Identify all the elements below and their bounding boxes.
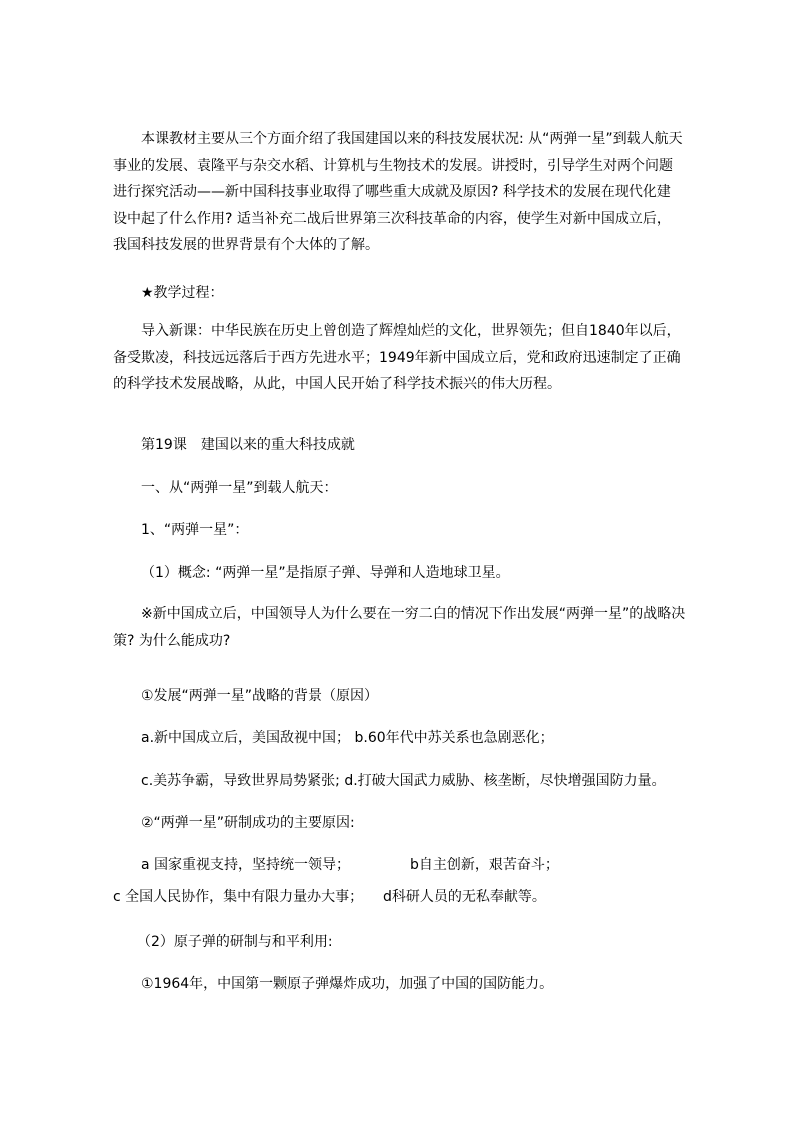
heading-item-1: 1、“两弹一星”： bbox=[141, 522, 249, 538]
text-line: 本课教材主要从三个方面介绍了我国建国以来的科技发展状况: 从“两弹一星”到载人航天 bbox=[141, 131, 683, 147]
success-line-a: a 国家重视支持，坚持统一领导； bbox=[141, 857, 351, 873]
background-heading: ①发展“两弹一星”战略的背景（原因） bbox=[141, 688, 379, 704]
text-line: 备受欺凌，科技远远落后于西方先进水平；1949年新中国成立后，党和政府迅速制定了正确 bbox=[113, 349, 681, 366]
success-line-c: c 全国人民协作，集中有限力量办大事； bbox=[113, 889, 364, 905]
text-line: 导入新课：中华民族在历史上曾创造了辉煌灿烂的文化，世界领先；但自1840年以后， bbox=[141, 323, 681, 339]
section-heading-teaching-process: ★教学过程： bbox=[141, 285, 224, 301]
heading-item-2: （2）原子弹的研制与和平利用: bbox=[137, 934, 333, 950]
reason-line-cd: c.美苏争霸，导致世界局势紧张; d.打破大国武力威胁、核垄断，尽快增强国防力量。 bbox=[141, 773, 666, 789]
lesson-title: 第19课 建国以来的重大科技成就 bbox=[141, 437, 355, 453]
success-line-d: d科研人员的无私奉献等。 bbox=[383, 889, 546, 905]
lead-in-paragraph bbox=[113, 318, 688, 398]
success-heading: ②“两弹一星”研制成功的主要原因: bbox=[141, 815, 355, 831]
text-line: 设中起了什么作用? 适当补充二战后世界第三次科技革命的内容，使学生对新中国成立后， bbox=[113, 210, 671, 227]
concept-line: （1）概念: “两弹一星”是指原子弹、导弹和人造地球卫星。 bbox=[141, 565, 510, 581]
text-line: 我国科技发展的世界背景有个大体的了解。 bbox=[113, 237, 379, 253]
text-line: 的科学技术发展战略，从此，中国人民开始了科学技术振兴的伟大历程。 bbox=[113, 376, 561, 392]
text-line: 进行探究活动——新中国科技事业取得了哪些重大成就及原因? 科学技术的发展在现代化建 bbox=[113, 184, 671, 200]
intro-paragraph bbox=[113, 126, 688, 259]
text-line: 事业的发展、袁隆平与杂交水稻、计算机与生物技术的发展。讲授时，引导学生对两个问题 bbox=[113, 157, 673, 174]
success-line-b: b自主创新，艰苦奋斗； bbox=[410, 857, 559, 873]
atomic-bomb-line: ①1964年，中国第一颗原子弹爆炸成功，加强了中国的国防能力。 bbox=[141, 976, 554, 992]
text-line: ※新中国成立后，中国领导人为什么要在一穷二白的情况下作出发展“两弹一星”的战略决 bbox=[141, 606, 686, 622]
reason-line-ab: a.新中国成立后，美国敌视中国； b.60年代中苏关系也急剧恶化； bbox=[141, 730, 554, 746]
question-paragraph bbox=[113, 601, 688, 654]
text-line: 策? 为什么能成功? bbox=[113, 632, 231, 649]
heading-part-1: 一、从“两弹一星”到载人航天： bbox=[141, 480, 338, 496]
